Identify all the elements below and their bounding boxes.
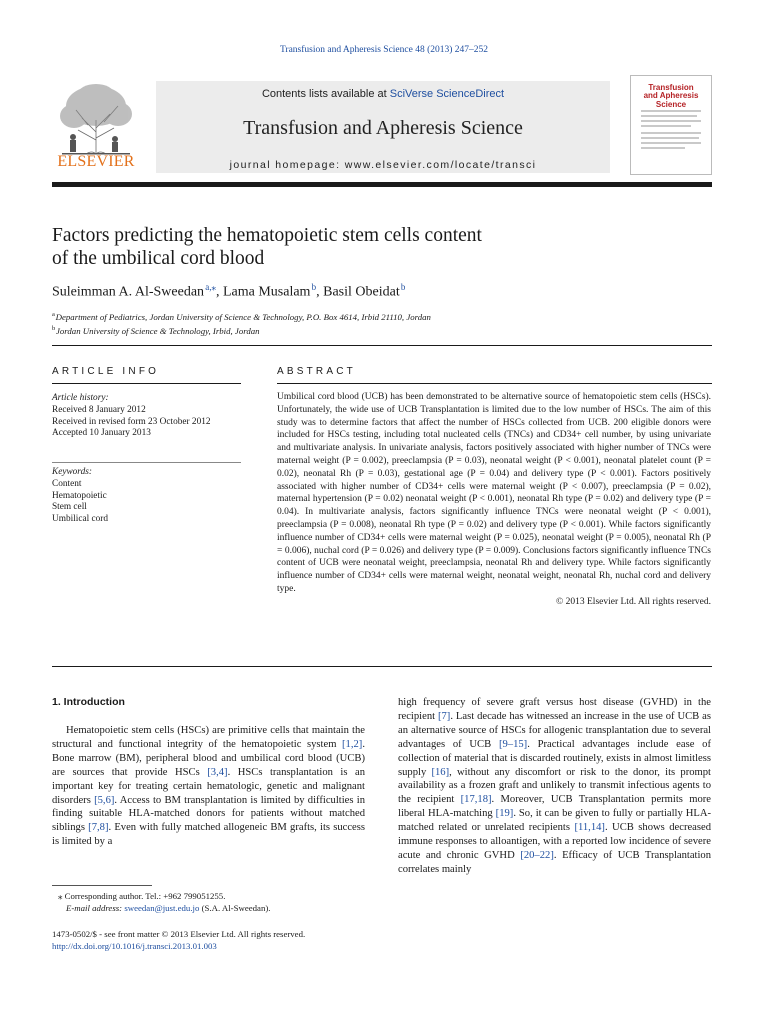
author-affil-link[interactable]: b (311, 282, 317, 292)
intro-left-column (52, 724, 365, 849)
journal-homepage[interactable]: journal homepage: www.elsevier.com/locate/transci (229, 159, 537, 171)
history-item: Accepted 10 January 2013 (52, 428, 151, 439)
info-divider (52, 462, 241, 463)
affiliation-b: $^b$ Jordan University of Science & Technology, Irbid, Jordan (52, 324, 260, 336)
citation-link[interactable]: [20–22] (520, 849, 554, 861)
journal-banner (156, 81, 610, 173)
introduction-heading: 1. Introduction (52, 696, 125, 708)
intro-paragraph: high frequency of severe graft versus host disease (GVHD) in the recipient [7]. Last decade has witnessed an increase in the use of UCB as an alternative source of HSCs for allogenic transplantation due to several advantages of UCB [9–15]. Practical advantages include ease of collection of material that is discarded routinely, exists in almost limitless supply [16], without any discomfort or risk to the donor, its prompt availability as a frozen graft and unlikely to transmit infectious agents to the recipient [17,18]. Moreover, UCB Transplantation permits more liberal HLA-matching [19]. So, it can be given to fully or partially HLA-matched related or unrelated recipients [11,14]. UCB shows decreased immune responses to alloantigen, with a reported low incidence of severe acute and chronic GVHD [20–22]. Efficacy of UCB Transplantation correlates mainly (398, 697, 712, 875)
journal-citation[interactable]: Transfusion and Apheresis Science 48 (2013) 247–252 (279, 45, 489, 55)
citation-link[interactable]: [16] (431, 766, 450, 778)
history-item: Received 8 January 2012 (52, 404, 146, 415)
info-rule (52, 383, 241, 384)
journal-name: Transfusion and Apheresis Science (243, 117, 523, 139)
issn-block (52, 928, 305, 952)
elsevier-wordmark: ELSEVIER (57, 153, 135, 170)
author-name: Suleimman A. Al-Sweedan (52, 284, 205, 300)
abstract-body (277, 391, 711, 609)
keyword: Umbilical cord (52, 514, 109, 525)
citation-link[interactable]: [7,8] (88, 822, 109, 834)
citation-link[interactable]: [17,18] (460, 794, 492, 806)
contents-line: Contents lists available at SciVerse ScienceDirect (261, 88, 505, 100)
citation-link[interactable]: [11,14] (574, 822, 605, 834)
doi-link[interactable]: http://dx.doi.org/10.1016/j.transci.2013.01.003 (52, 941, 217, 951)
article-info-heading: ARTICLE INFO (52, 366, 160, 377)
article-title: Factors predicting the hematopoietic stem cells content of the umbilical cord blood (52, 225, 482, 269)
corresponding-author-footnote: ⁎ Corresponding author. Tel.: +962 799051255. E-mail address: sweedan@just.edu.jo (S.A. Al-Sweedan). (58, 891, 271, 913)
intro-paragraph: Hematopoietic stem cells (HSCs) are primitive cells that maintain the structural and functional integrity of the hematopoietic system [1,2]. Bone marrow (BM), peripheral blood and umbilical cord blood (UCB) are sources that provide HSCs [3,4]. HSCs transplantation is an important key for treating certain hematologic, genetic and malignant disorders [5,6]. Access to BM transplantation is limited by difficulties in finding suitable HLA-matched donors for patients without matched siblings [7,8]. Even with fully matched allogeneic BM grafts, its success is limited by a (52, 725, 366, 848)
header-rule (52, 182, 712, 187)
email-link[interactable]: sweedan@just.edu.jo (124, 903, 200, 913)
affiliations (52, 309, 431, 337)
citation-link[interactable]: [5,6] (94, 794, 115, 806)
section-rule (52, 345, 712, 346)
abstract-rule (277, 383, 712, 384)
intro-right-column (398, 696, 711, 877)
abstract-text: Umbilical cord blood (UCB) has been demonstrated to be alternative source of hematopoietic stem cells (HSCs). Unfortunately, the wide use of UCB Transplantation is limited due to the low number of HSCs. The aim of this study was to determine factors that affect the number of HSCs collected from UCB. 200 eligible donors were included for HSCs testing, including total nucleated cells (TNCs) and CD34+ cell number, by using univariate and multivariate analysis. In univariate analysis, factors positively associated with higher number of TNCs were maternal weight (P = 0.002), preeclampsia (P = 0.03), neonatal weight (P < 0.001), neonatal platelet count (P = 0.02), neonatal Rh (P = 0.03), gestational age (P = 0.04) and delivery type (P < 0.001). Factors positively associated with higher number of CD34+ cells were maternal weight (P < 0.007), preeclampsia (P = 0.02), maternal hypertension (P = 0.02) neonatal weight (P < 0.001), neonatal Rh type (P = 0.02) and delivery type (P = 0.04). In multivariate analysis, factors significantly influence TNCs were neonatal weight (P < 0.001), preeclampsia (P = 0.008), neonatal Rh type (P = 0.02) and delivery type (P < 0.001). While factors significantly influence number of CD34+ cells were maternal weight (P = 0.025), neonatal weight (P = 0.005), neonatal Rh (P = 0.006), nuchal cord (P = 0.026) and delivery type (P = 0.009). Conclusions factors significantly influence TNCs content of UCB were neonatal weight, preeclampsia, neonatal Rh and delivery type. While factors significantly influence number of CD34+ cells were maternal weight, neonatal weight, neonatal Rh, nuchal cord and delivery type. (277, 392, 711, 594)
journal-cover-thumbnail: Transfusion and Apheresis Science (630, 75, 712, 175)
author-affil-link[interactable]: b (400, 282, 406, 292)
body-rule (52, 666, 712, 667)
article-history: Article history: Received 8 January 2012 Received in revised form 23 October 2012 Accepted 10 January 2013 (52, 393, 211, 439)
history-item: Received in revised form 23 October 2012 (52, 416, 211, 427)
sciencedirect-link[interactable]: SciVerse ScienceDirect (389, 88, 505, 100)
keywords: Keywords: Content Hematopoietic Stem cell Umbilical cord (52, 467, 109, 525)
keyword: Hematopoietic (52, 490, 107, 501)
cover-text-lines-icon (635, 106, 707, 166)
citation-link[interactable]: [9–15] (498, 738, 528, 750)
affiliation-a: $^a$ Department of Pediatrics, Jordan University of Science & Technology, P.O. Box 4614, Irbid 21110, Jordan (52, 311, 431, 322)
citation-link[interactable]: [19] (495, 808, 514, 820)
issn-line: 1473-0502/$ - see front matter © 2013 Elsevier Ltd. All rights reserved. (52, 929, 306, 939)
masthead (52, 75, 712, 175)
citation-link[interactable]: [3,4] (207, 766, 228, 778)
citation-link[interactable]: [1,2] (342, 738, 363, 750)
author-name: Basil Obeidat (323, 284, 400, 300)
abstract-copyright: © 2013 Elsevier Ltd. All rights reserved. (556, 596, 711, 607)
footnote-rule (52, 885, 152, 886)
keyword: Stem cell (52, 502, 87, 513)
author-list: Suleimman A. Al-Sweedan $^{a,⁎}$, Lama Musalam $^b$, Basil Obeidat $^b$ (52, 282, 406, 300)
keyword: Content (52, 478, 82, 489)
citation-link[interactable]: [7] (437, 710, 451, 722)
abstract-heading: ABSTRACT (277, 366, 356, 377)
author-name: Lama Musalam (222, 284, 311, 300)
author-affil-link[interactable]: a,⁎ (205, 282, 216, 292)
